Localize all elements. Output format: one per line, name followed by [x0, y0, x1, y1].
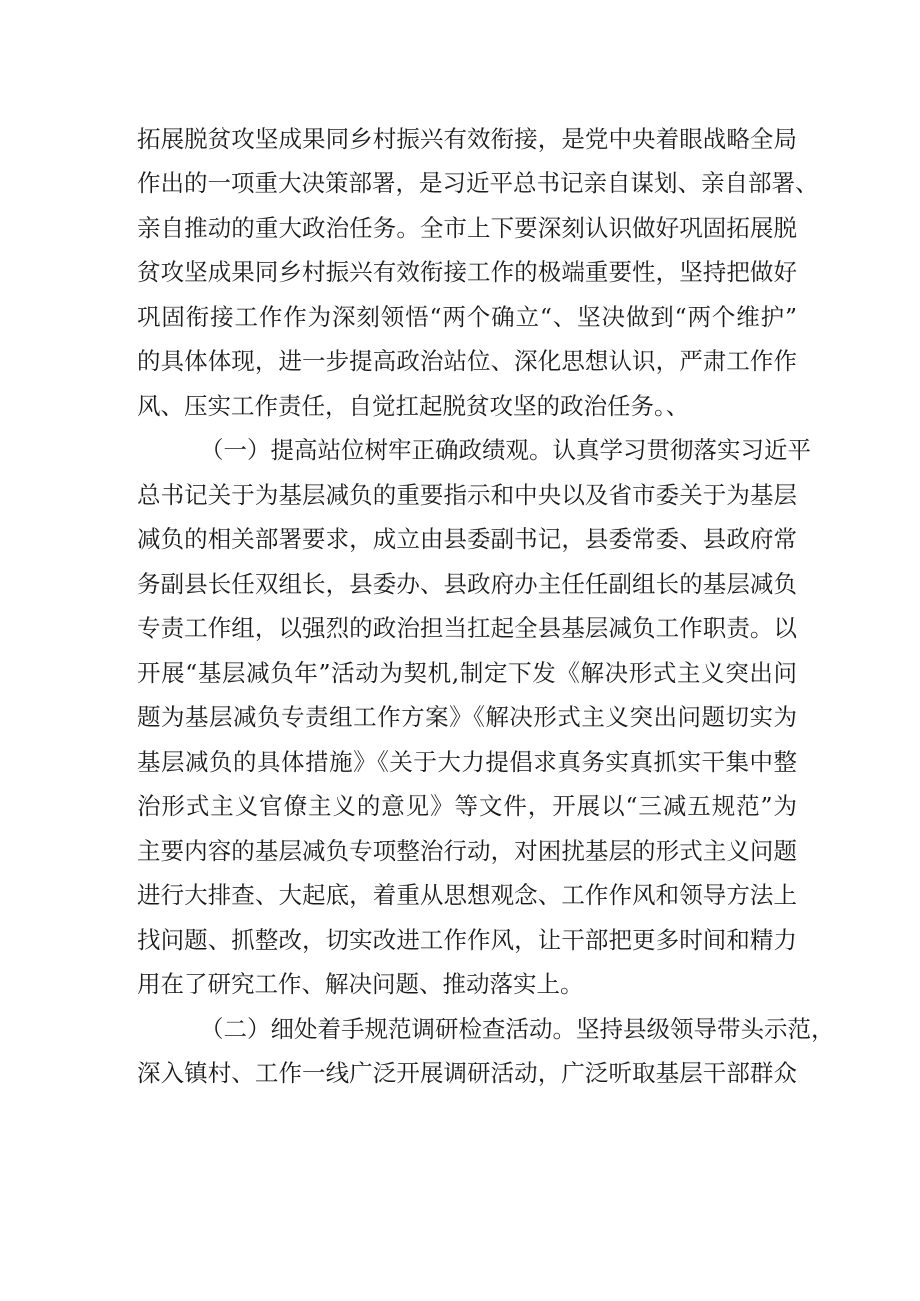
text-line: 减负的相关部署要求，成立由县委副书记，县委常委、县政府常: [137, 525, 797, 553]
text-line: 务副县长任双组长，县委办、县政府办主任任副组长的基层减负: [137, 570, 797, 598]
text-line: 贫攻坚成果同乡村振兴有效衔接工作的极端重要性，坚持把做好: [137, 258, 797, 286]
text-line: 巩固衔接工作作为深刻领悟“两个确立“、坚决做到“两个维护”: [137, 303, 797, 331]
section-heading-line: （一）提高站位树牢正确政绩观。认真学习贯彻落实习近平: [200, 436, 811, 464]
text-line: 专责工作组，以强烈的政治担当扛起全县基层减负工作职责。以: [137, 614, 797, 642]
section-heading-line: （二）细处着手规范调研检查活动。坚持县级领导带头示范，: [200, 1015, 835, 1043]
text-line: 的具体体现，进一步提高政治站位、深化思想认识，严肃工作作: [137, 347, 797, 375]
text-line: 作出的一项重大决策部署，是习近平总书记亲自谋划、亲自部署、: [137, 169, 819, 197]
text-line: 深入镇村、工作一线广泛开展调研活动，广泛听取基层干部群众: [137, 1059, 797, 1087]
text-line: 进行大排查、大起底，着重从思想观念、工作作风和领导方法上: [137, 881, 797, 909]
text-line: 拓展脱贫攻坚成果同乡村振兴有效衔接，是党中央着眼战略全局: [137, 125, 797, 153]
text-line: 基层减负的具体措施》《关于大力提倡求真务实真抓实干集中整: [137, 748, 797, 776]
text-line: 开展“基层减负年”活动为契机,制定下发《解决形式主义突出问: [137, 659, 797, 687]
text-line: 主要内容的基层减负专项整治行动，对困扰基层的形式主义问题: [137, 837, 797, 865]
text-line: 用在了研究工作、解决问题、推动落实上。: [137, 970, 584, 998]
text-line: 题为基层减负专责组工作方案》《解决形式主义突出问题切实为: [137, 703, 797, 731]
text-line: 找问题、抓整改，切实改进工作作风，让干部把更多时间和精力: [137, 926, 797, 954]
text-line: 风、压实工作责任，自觉扛起脱贫攻坚的政治任务。、: [137, 392, 690, 420]
text-line: 治形式主义官僚主义的意见》等文件，开展以“三减五规范”为: [137, 792, 797, 820]
text-line: 亲自推动的重大政治任务。全市上下要深刻认识做好巩固拓展脱: [137, 214, 797, 242]
text-line: 总书记关于为基层减负的重要指示和中央以及省市委关于为基层: [137, 481, 797, 509]
